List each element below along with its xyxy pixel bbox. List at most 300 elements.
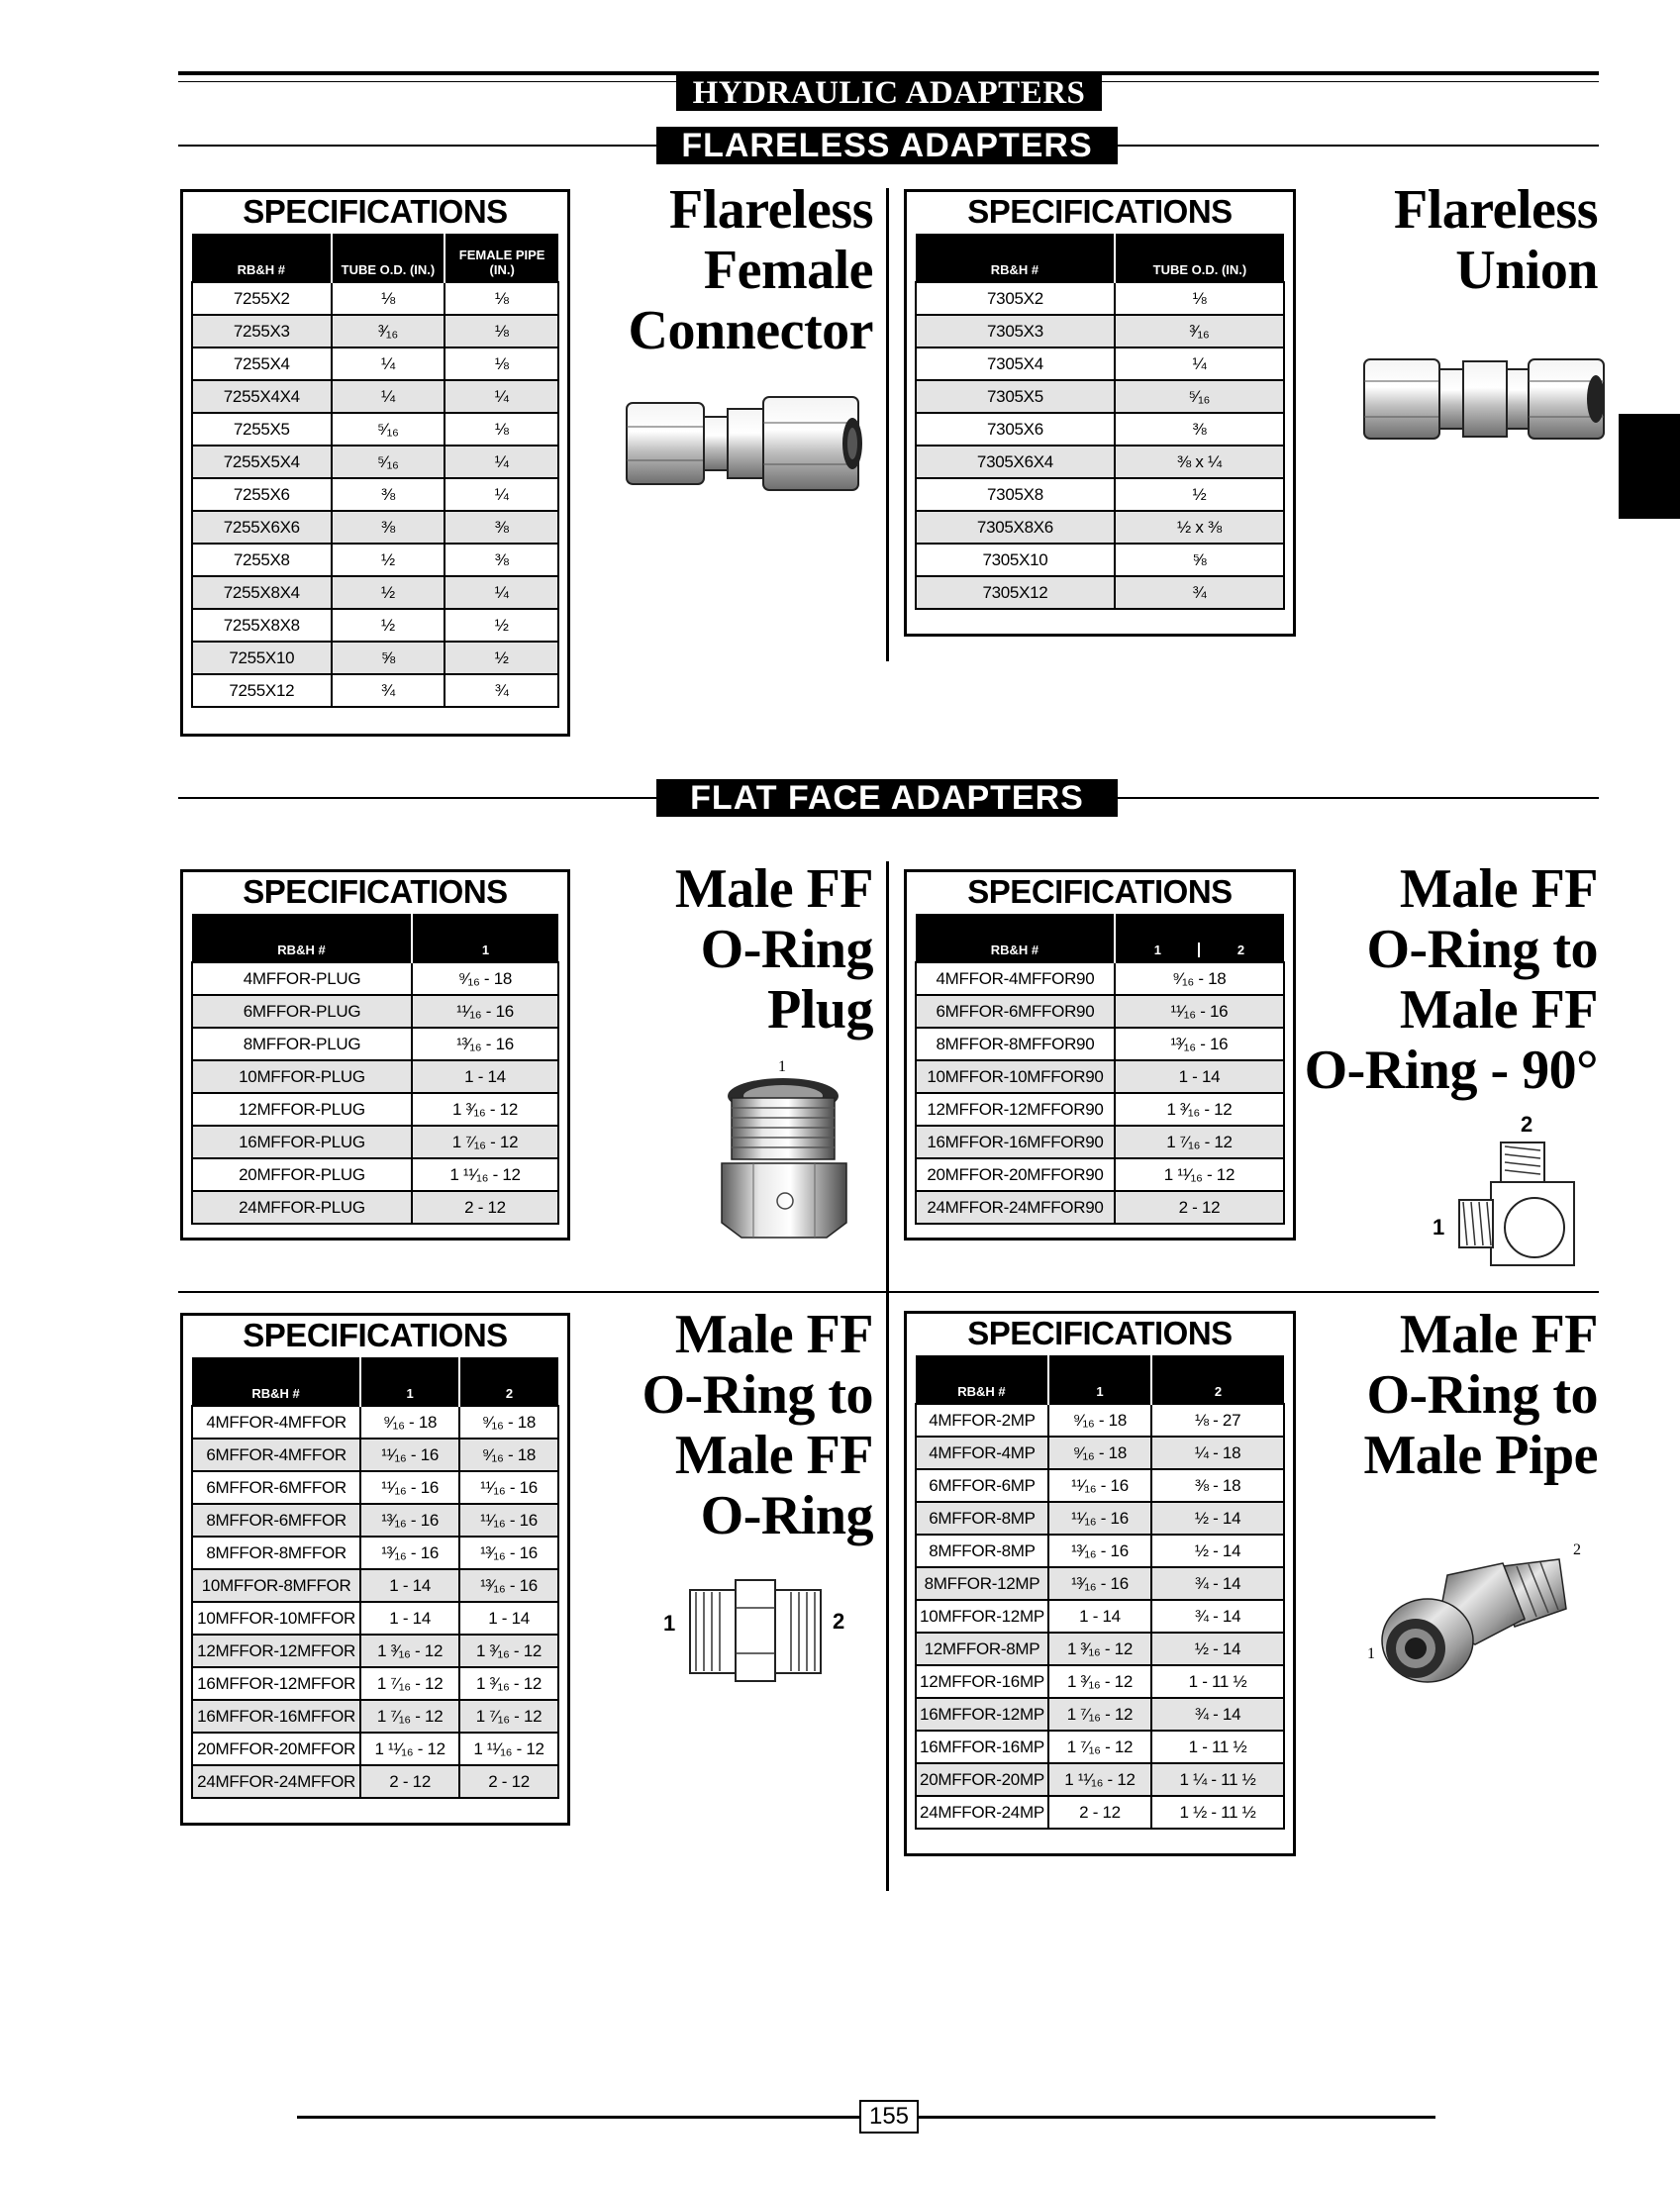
spec-value-cell: ⅛: [332, 282, 445, 315]
part-number-cell: 8MFFOR-6MFFOR: [192, 1504, 360, 1537]
part-number-cell: 4MFFOR-2MP: [916, 1404, 1048, 1437]
spec-value-cell: ½ - 14: [1151, 1502, 1284, 1535]
spec-value-cell: 1 ⁷⁄₁₆ - 12: [1048, 1698, 1151, 1731]
straight-port-1-label: 1: [663, 1611, 676, 1636]
part-number-cell: 7255X8: [192, 544, 332, 576]
product-title-male-ff-oring-90: [1305, 859, 1598, 1101]
spec-value-cell: ½ - 14: [1151, 1535, 1284, 1567]
table-row: [192, 1471, 558, 1504]
part-number-cell: 12MFFOR-16MP: [916, 1665, 1048, 1698]
part-number-cell: 7255X5: [192, 413, 332, 446]
table-row: [916, 1796, 1284, 1829]
column-header: RB&H #: [192, 1357, 360, 1406]
part-number-cell: 7255X6: [192, 478, 332, 511]
spec-value-cell: ⅜ - 18: [1151, 1469, 1284, 1502]
table-row: [916, 446, 1284, 478]
table-row: [192, 1126, 558, 1158]
spec-title: SPECIFICATIONS: [243, 873, 508, 910]
plug-port-1-label: 1: [778, 1058, 786, 1075]
table-row: [916, 282, 1284, 315]
product-title-line: Connector: [628, 300, 873, 361]
part-number-cell: 16MFFOR-16MFFOR: [192, 1700, 360, 1733]
column-header: 1: [412, 914, 558, 962]
mid-rule: [178, 1291, 1599, 1293]
column-header: RB&H #: [192, 234, 332, 282]
section-tab-marker: [1619, 414, 1680, 519]
table-row: [192, 446, 558, 478]
spec-value-cell: ⁹⁄₁₆ - 18: [459, 1439, 558, 1471]
spec-value-cell: ¾ - 14: [1151, 1600, 1284, 1633]
spec-value-cell: ¹¹⁄₁₆ - 16: [360, 1439, 459, 1471]
spec-value-cell: ¹³⁄₁₆ - 16: [459, 1569, 558, 1602]
spec-value-cell: ¹³⁄₁₆ - 16: [360, 1537, 459, 1569]
spec-value-cell: 1 ⁷⁄₁₆ - 12: [1048, 1731, 1151, 1763]
part-number-cell: 12MFFOR-PLUG: [192, 1093, 412, 1126]
spec-value-cell: ⁵⁄₁₆: [332, 413, 445, 446]
part-number-cell: 8MFFOR-8MFFOR90: [916, 1028, 1115, 1060]
spec-value-cell: ⁹⁄₁₆ - 18: [1048, 1437, 1151, 1469]
table-row: [916, 1060, 1284, 1093]
spec-value-cell: ⅜: [445, 511, 558, 544]
spec-value-cell: ⅛: [445, 315, 558, 348]
part-number-cell: 4MFFOR-4MFFOR: [192, 1406, 360, 1439]
spec-value-cell: ⁹⁄₁₆ - 18: [459, 1406, 558, 1439]
spec-value-cell: 1 ³⁄₁₆ - 12: [360, 1635, 459, 1667]
column-header: 1: [1048, 1355, 1151, 1404]
part-number-cell: 16MFFOR-12MFFOR: [192, 1667, 360, 1700]
spec-value-cell: 1 - 14: [1048, 1600, 1151, 1633]
part-number-cell: 6MFFOR-PLUG: [192, 995, 412, 1028]
table-row: [916, 315, 1284, 348]
pipe-port-2-label: 2: [1573, 1541, 1581, 1558]
spec-value-cell: ½ - 14: [1151, 1633, 1284, 1665]
spec-value-cell: 2 - 12: [412, 1191, 558, 1224]
part-number-cell: 4MFFOR-4MFFOR90: [916, 962, 1115, 995]
spec-table-male-ff-oring-to-male-ff: [191, 1357, 559, 1799]
spec-value-cell: 1 ¹¹⁄₁₆ - 12: [360, 1733, 459, 1765]
column-header: 2: [459, 1357, 558, 1406]
table-row: [916, 576, 1284, 609]
table-row: [192, 1667, 558, 1700]
spec-value-cell: ⅜: [1115, 413, 1284, 446]
spec-value-cell: 1 - 14: [1115, 1060, 1284, 1093]
product-title-line: O-Ring: [700, 919, 873, 980]
part-number-cell: 24MFFOR-24MFFOR: [192, 1765, 360, 1798]
part-number-cell: 7255X8X8: [192, 609, 332, 642]
spec-value-cell: 1 ³⁄₁₆ - 12: [1115, 1093, 1284, 1126]
spec-value-cell: ¹³⁄₁₆ - 16: [1048, 1535, 1151, 1567]
spec-value-cell: ¾: [332, 674, 445, 707]
spec-value-cell: ¹¹⁄₁₆ - 16: [1115, 995, 1284, 1028]
spec-value-cell: 1 ⁷⁄₁₆ - 12: [459, 1700, 558, 1733]
spec-value-cell: 1 ¹¹⁄₁₆ - 12: [1115, 1158, 1284, 1191]
spec-value-cell: ¹¹⁄₁₆ - 16: [1048, 1502, 1151, 1535]
column-header-2: 2: [1236, 943, 1245, 957]
table-row: [916, 1665, 1284, 1698]
table-row: [192, 282, 558, 315]
spec-value-cell: ³⁄₁₆: [1115, 315, 1284, 348]
spec-value-cell: 2 - 12: [459, 1765, 558, 1798]
spec-value-cell: ¹¹⁄₁₆ - 16: [412, 995, 558, 1028]
product-title-line: O-Ring to: [1366, 1364, 1598, 1426]
table-row: [916, 1437, 1284, 1469]
spec-table-male-ff-oring-to-male-pipe: [915, 1355, 1285, 1830]
product-title-line: Male FF: [1399, 858, 1598, 920]
part-number-cell: 7305X10: [916, 544, 1115, 576]
table-row: [192, 1504, 558, 1537]
spec-value-cell: ¹³⁄₁₆ - 16: [459, 1537, 558, 1569]
spec-value-cell: ³⁄₁₆: [332, 315, 445, 348]
table-row: [192, 674, 558, 707]
spec-value-cell: 2 - 12: [1048, 1796, 1151, 1829]
table-row: [192, 1569, 558, 1602]
part-number-cell: 7305X5: [916, 380, 1115, 413]
part-number-cell: 7255X4: [192, 348, 332, 380]
part-number-cell: 7255X2: [192, 282, 332, 315]
part-number-cell: 12MFFOR-12MFFOR90: [916, 1093, 1115, 1126]
part-number-cell: 7305X12: [916, 576, 1115, 609]
table-row: [192, 1028, 558, 1060]
male-ff-oring-to-male-ff-image: [686, 1576, 825, 1685]
part-number-cell: 7255X5X4: [192, 446, 332, 478]
product-title-flareless-female-connector: [629, 180, 873, 361]
spec-value-cell: ⁹⁄₁₆ - 18: [360, 1406, 459, 1439]
table-row: [192, 511, 558, 544]
spec-value-cell: ⁹⁄₁₆ - 18: [1115, 962, 1284, 995]
part-number-cell: 4MFFOR-PLUG: [192, 962, 412, 995]
straight-port-2-label: 2: [833, 1609, 845, 1634]
column-header: [1115, 914, 1284, 962]
spec-value-cell: ¾: [445, 674, 558, 707]
table-row: [192, 544, 558, 576]
spec-box-male-ff-oring-plug: [180, 869, 570, 1241]
part-number-cell: 7305X6X4: [916, 446, 1115, 478]
column-header: TUBE O.D. (IN.): [332, 234, 445, 282]
table-row: [192, 1191, 558, 1224]
spec-value-cell: ⅜: [445, 544, 558, 576]
product-title-line: O-Ring to: [642, 1364, 873, 1426]
male-ff-oring-plug-image: [718, 1074, 851, 1242]
table-row: [192, 1602, 558, 1635]
spec-value-cell: 1 ³⁄₁₆ - 12: [459, 1667, 558, 1700]
table-row: [192, 348, 558, 380]
product-title-male-ff-oring-to-male-ff: [642, 1305, 874, 1546]
table-row: [192, 413, 558, 446]
table-row: [192, 1635, 558, 1667]
table-row: [916, 478, 1284, 511]
table-row: [192, 478, 558, 511]
product-title-line: Male FF: [674, 858, 873, 920]
product-title-line: Male FF: [674, 1304, 873, 1365]
spec-value-cell: 2 - 12: [1115, 1191, 1284, 1224]
table-row: [916, 962, 1284, 995]
spec-value-cell: 1 ⁷⁄₁₆ - 12: [1115, 1126, 1284, 1158]
table-row: [916, 1502, 1284, 1535]
spec-value-cell: 1 - 14: [360, 1569, 459, 1602]
product-title-line: Male FF: [1399, 979, 1598, 1041]
spec-value-cell: ⁹⁄₁₆ - 18: [1048, 1404, 1151, 1437]
part-number-cell: 8MFFOR-12MP: [916, 1567, 1048, 1600]
part-number-cell: 6MFFOR-6MFFOR90: [916, 995, 1115, 1028]
product-title-line: Flareless: [1394, 179, 1598, 241]
product-title-line: Union: [1455, 240, 1598, 301]
part-number-cell: 24MFFOR-24MFFOR90: [916, 1191, 1115, 1224]
column-header: 1: [360, 1357, 459, 1406]
column-divider-bottom: [886, 861, 889, 1891]
spec-value-cell: ½ x ⅜: [1115, 511, 1284, 544]
table-row: [916, 1600, 1284, 1633]
part-number-cell: 7255X3: [192, 315, 332, 348]
spec-value-cell: ⁵⁄₁₆: [332, 446, 445, 478]
part-number-cell: 4MFFOR-4MP: [916, 1437, 1048, 1469]
spec-value-cell: ½: [332, 544, 445, 576]
spec-value-cell: ¾: [1115, 576, 1284, 609]
spec-box-male-ff-oring-to-male-ff: [180, 1313, 570, 1826]
spec-value-cell: 1 - 11 ½: [1151, 1665, 1284, 1698]
product-title-line: Male FF: [674, 1425, 873, 1486]
product-title-line: O-Ring to: [1366, 919, 1598, 980]
spec-value-cell: 1 ⁷⁄₁₆ - 12: [412, 1126, 558, 1158]
spec-value-cell: 1 ¹¹⁄₁₆ - 12: [1048, 1763, 1151, 1796]
column-header: 2: [1151, 1355, 1284, 1404]
spec-value-cell: ¼: [332, 380, 445, 413]
table-row: [916, 1469, 1284, 1502]
product-title-line: Male Pipe: [1363, 1425, 1598, 1486]
part-number-cell: 6MFFOR-4MFFOR: [192, 1439, 360, 1471]
table-row: [192, 962, 558, 995]
spec-value-cell: ¼: [445, 380, 558, 413]
table-row: [916, 1158, 1284, 1191]
part-number-cell: 20MFFOR-PLUG: [192, 1158, 412, 1191]
table-row: [916, 544, 1284, 576]
spec-title: SPECIFICATIONS: [967, 193, 1233, 230]
part-number-cell: 6MFFOR-8MP: [916, 1502, 1048, 1535]
table-row: [192, 1733, 558, 1765]
spec-value-cell: 1 - 11 ½: [1151, 1731, 1284, 1763]
column-header: RB&H #: [916, 914, 1115, 962]
table-row: [916, 1093, 1284, 1126]
male-ff-oring-to-male-pipe-image: [1376, 1549, 1574, 1698]
column-header: RB&H #: [916, 1355, 1048, 1404]
column-header: FEMALE PIPE (IN.): [445, 234, 558, 282]
table-row: [916, 413, 1284, 446]
flareless-banner: FLARELESS ADAPTERS: [656, 127, 1118, 164]
spec-value-cell: 1 ½ - 11 ½: [1151, 1796, 1284, 1829]
spec-value-cell: ⅛ - 27: [1151, 1404, 1284, 1437]
flareless-union-image: [1356, 351, 1609, 446]
product-title-line: O-Ring: [700, 1485, 873, 1546]
part-number-cell: 6MFFOR-6MFFOR: [192, 1471, 360, 1504]
spec-title: SPECIFICATIONS: [967, 1315, 1233, 1351]
table-row: [916, 511, 1284, 544]
part-number-cell: 24MFFOR-24MP: [916, 1796, 1048, 1829]
product-title-line: Female: [703, 240, 873, 301]
part-number-cell: 8MFFOR-PLUG: [192, 1028, 412, 1060]
part-number-cell: 16MFFOR-12MP: [916, 1698, 1048, 1731]
spec-value-cell: 1 ³⁄₁₆ - 12: [1048, 1665, 1151, 1698]
spec-value-cell: ⅝: [1115, 544, 1284, 576]
table-row: [192, 380, 558, 413]
table-row: [916, 995, 1284, 1028]
spec-value-cell: ¼: [445, 446, 558, 478]
part-number-cell: 20MFFOR-20MFFOR90: [916, 1158, 1115, 1191]
spec-box-male-ff-oring-to-male-pipe: [904, 1311, 1296, 1856]
spec-value-cell: ½: [332, 576, 445, 609]
spec-value-cell: ⅝: [332, 642, 445, 674]
part-number-cell: 10MFFOR-10MFFOR90: [916, 1060, 1115, 1093]
spec-value-cell: ⅛: [445, 348, 558, 380]
spec-value-cell: ⅜: [332, 511, 445, 544]
table-row: [916, 1028, 1284, 1060]
spec-title: SPECIFICATIONS: [243, 193, 508, 230]
spec-value-cell: ¾ - 14: [1151, 1698, 1284, 1731]
table-row: [192, 609, 558, 642]
spec-box-flareless-union: [904, 189, 1296, 637]
part-number-cell: 7255X8X4: [192, 576, 332, 609]
spec-value-cell: ⅛: [445, 413, 558, 446]
table-row: [192, 642, 558, 674]
spec-value-cell: ½: [332, 609, 445, 642]
table-row: [916, 1698, 1284, 1731]
part-number-cell: 12MFFOR-8MP: [916, 1633, 1048, 1665]
spec-value-cell: ½: [445, 609, 558, 642]
spec-value-cell: ⅛: [445, 282, 558, 315]
product-title-flareless-union: [1394, 180, 1598, 301]
spec-title: SPECIFICATIONS: [967, 873, 1233, 910]
spec-value-cell: ¼: [332, 348, 445, 380]
spec-value-cell: 1 ⁷⁄₁₆ - 12: [360, 1667, 459, 1700]
part-number-cell: 20MFFOR-20MP: [916, 1763, 1048, 1796]
spec-value-cell: 1 - 14: [360, 1602, 459, 1635]
column-header: TUBE O.D. (IN.): [1115, 234, 1284, 282]
part-number-cell: 7255X10: [192, 642, 332, 674]
table-row: [916, 348, 1284, 380]
spec-value-cell: 1 - 14: [412, 1060, 558, 1093]
table-row: [192, 1158, 558, 1191]
table-row: [192, 1060, 558, 1093]
product-title-line: Plug: [767, 979, 873, 1041]
table-row: [916, 1763, 1284, 1796]
spec-value-cell: ½: [445, 642, 558, 674]
spec-value-cell: ¹³⁄₁₆ - 16: [1048, 1567, 1151, 1600]
flatface-banner: FLAT FACE ADAPTERS: [656, 779, 1118, 817]
spec-table-male-ff-oring-plug: [191, 914, 559, 1225]
spec-value-cell: ¹¹⁄₁₆ - 16: [1048, 1469, 1151, 1502]
part-number-cell: 16MFFOR-PLUG: [192, 1126, 412, 1158]
part-number-cell: 8MFFOR-8MFFOR: [192, 1537, 360, 1569]
spec-value-cell: ¹¹⁄₁₆ - 16: [360, 1471, 459, 1504]
table-row: [192, 1093, 558, 1126]
product-title-male-ff-oring-plug: [675, 859, 873, 1041]
spec-value-cell: ⅜ x ¼: [1115, 446, 1284, 478]
part-number-cell: 7305X2: [916, 282, 1115, 315]
part-number-cell: 7305X8X6: [916, 511, 1115, 544]
spec-value-cell: ¹¹⁄₁₆ - 16: [459, 1504, 558, 1537]
table-row: [192, 315, 558, 348]
male-ff-oring-90-image: [1455, 1139, 1579, 1272]
spec-value-cell: ¼: [1115, 348, 1284, 380]
spec-value-cell: ⁵⁄₁₆: [1115, 380, 1284, 413]
spec-box-male-ff-oring-90: [904, 869, 1296, 1241]
part-number-cell: 7305X6: [916, 413, 1115, 446]
spec-value-cell: ¹³⁄₁₆ - 16: [1115, 1028, 1284, 1060]
spec-value-cell: 1 ³⁄₁₆ - 12: [412, 1093, 558, 1126]
table-row: [916, 1191, 1284, 1224]
spec-value-cell: 1 ³⁄₁₆ - 12: [459, 1635, 558, 1667]
spec-value-cell: ⁹⁄₁₆ - 18: [412, 962, 558, 995]
column-header: RB&H #: [916, 234, 1115, 282]
part-number-cell: 24MFFOR-PLUG: [192, 1191, 412, 1224]
product-title-male-ff-oring-to-male-pipe: [1363, 1305, 1598, 1486]
elbow-port-1-label: 1: [1433, 1215, 1445, 1240]
column-header-1: 1: [1118, 943, 1200, 957]
page-number: 155: [859, 2100, 919, 2134]
table-row: [192, 1765, 558, 1798]
section-title-banner: HYDRAULIC ADAPTERS: [676, 75, 1102, 111]
spec-value-cell: ¼ - 18: [1151, 1437, 1284, 1469]
table-row: [916, 1731, 1284, 1763]
spec-box-flareless-female-connector: [180, 189, 570, 737]
spec-value-cell: ¹³⁄₁₆ - 16: [412, 1028, 558, 1060]
part-number-cell: 16MFFOR-16MFFOR90: [916, 1126, 1115, 1158]
part-number-cell: 7255X4X4: [192, 380, 332, 413]
part-number-cell: 7255X12: [192, 674, 332, 707]
spec-table-male-ff-oring-90: [915, 914, 1285, 1225]
product-title-line: O-Ring - 90°: [1304, 1040, 1598, 1101]
part-number-cell: 7255X6X6: [192, 511, 332, 544]
table-row: [916, 1126, 1284, 1158]
part-number-cell: 16MFFOR-16MP: [916, 1731, 1048, 1763]
spec-value-cell: ½: [1115, 478, 1284, 511]
part-number-cell: 7305X8: [916, 478, 1115, 511]
spec-title: SPECIFICATIONS: [243, 1317, 508, 1353]
part-number-cell: 20MFFOR-20MFFOR: [192, 1733, 360, 1765]
table-row: [192, 576, 558, 609]
part-number-cell: 10MFFOR-PLUG: [192, 1060, 412, 1093]
column-header: RB&H #: [192, 914, 412, 962]
spec-value-cell: ¹¹⁄₁₆ - 16: [459, 1471, 558, 1504]
table-row: [916, 380, 1284, 413]
table-row: [916, 1404, 1284, 1437]
spec-value-cell: ⅛: [1115, 282, 1284, 315]
spec-table-flareless-union: [915, 234, 1285, 610]
table-row: [192, 1406, 558, 1439]
part-number-cell: 10MFFOR-12MP: [916, 1600, 1048, 1633]
part-number-cell: 10MFFOR-8MFFOR: [192, 1569, 360, 1602]
table-row: [916, 1567, 1284, 1600]
elbow-port-2-label: 2: [1521, 1112, 1533, 1137]
table-row: [192, 1439, 558, 1471]
part-number-cell: 7305X3: [916, 315, 1115, 348]
part-number-cell: 7305X4: [916, 348, 1115, 380]
product-title-line: Male FF: [1399, 1304, 1598, 1365]
part-number-cell: 6MFFOR-6MP: [916, 1469, 1048, 1502]
spec-value-cell: 1 ¼ - 11 ½: [1151, 1763, 1284, 1796]
product-title-line: Flareless: [669, 179, 873, 241]
table-row: [192, 995, 558, 1028]
spec-value-cell: ⅜: [332, 478, 445, 511]
table-row: [916, 1535, 1284, 1567]
spec-table-flareless-female-connector: [191, 234, 559, 708]
spec-value-cell: ¾ - 14: [1151, 1567, 1284, 1600]
spec-value-cell: ¼: [445, 478, 558, 511]
spec-value-cell: 1 ⁷⁄₁₆ - 12: [360, 1700, 459, 1733]
table-row: [192, 1537, 558, 1569]
table-row: [192, 1700, 558, 1733]
pipe-port-1-label: 1: [1367, 1645, 1375, 1662]
flareless-female-connector-image: [619, 381, 871, 505]
part-number-cell: 8MFFOR-8MP: [916, 1535, 1048, 1567]
